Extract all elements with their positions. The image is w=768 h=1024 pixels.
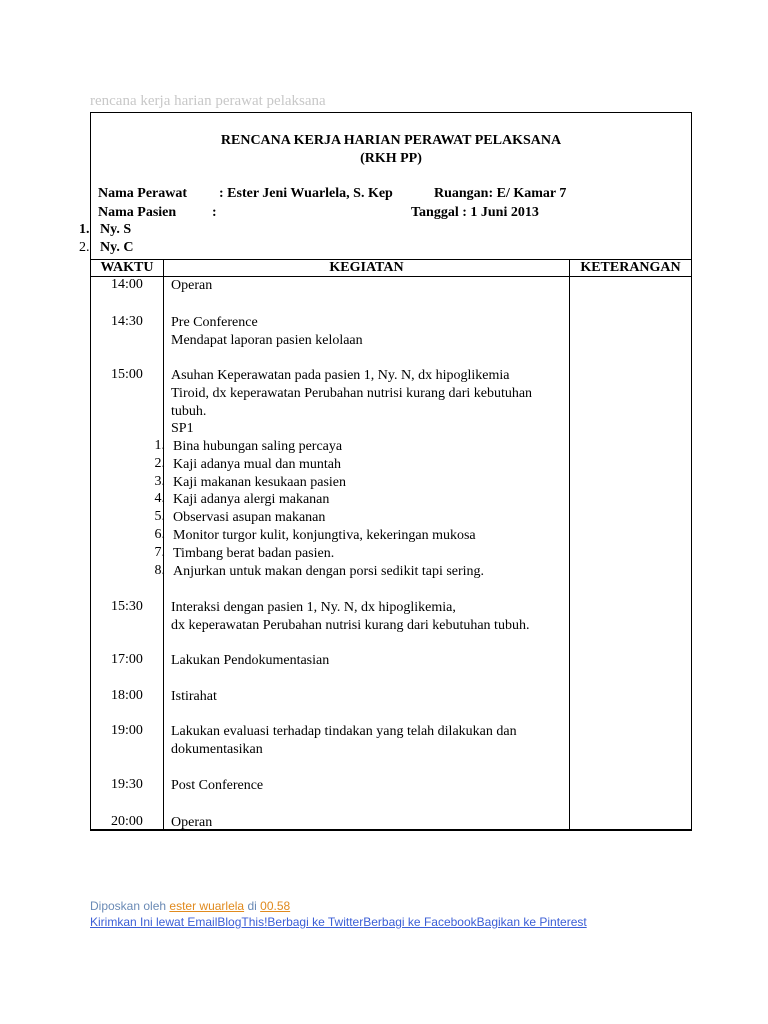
time-cell: 17:00 <box>111 652 143 667</box>
share-email-link[interactable]: Kirimkan Ini lewat Email <box>90 915 218 929</box>
activity-text: Lakukan evaluasi terhadap tindakan yang telah dilakukan dan <box>171 724 517 739</box>
patient-name: Ny. S <box>100 222 132 237</box>
header-keterangan: KETERANGAN <box>570 260 692 277</box>
list-item: Timbang berat badan pasien. <box>173 546 335 561</box>
list-item: Kaji makanan kesukaan pasien <box>173 475 346 490</box>
list-item: Observasi asupan makanan <box>173 510 326 525</box>
activity-text: Operan <box>171 278 213 293</box>
list-number: 2. <box>154 456 165 471</box>
document-page <box>79 112 692 830</box>
keterangan-column <box>570 277 692 831</box>
patient-colon: : <box>212 205 217 220</box>
time-cell: 18:00 <box>111 688 143 703</box>
time-cell: 14:00 <box>111 277 143 292</box>
time-cell: 20:00 <box>111 814 143 829</box>
list-number: 3. <box>154 474 165 489</box>
patient-list-item: 2. <box>79 240 90 255</box>
nurse-value: : Ester Jeni Wuarlela, S. Kep <box>219 186 393 201</box>
list-number: 1. <box>154 438 165 453</box>
patient-label: Nama Pasien <box>98 205 177 220</box>
list-number: 8. <box>154 563 165 578</box>
activity-text: dx keperawatan Perubahan nutrisi kurang dari kebutuhan tubuh. <box>171 618 530 633</box>
post-time-link[interactable]: 00.58 <box>260 899 291 913</box>
header-waktu: WAKTU <box>91 260 164 277</box>
activity-text: Post Conference <box>171 778 264 793</box>
activity-text: Asuhan Keperawatan pada pasien 1, Ny. N, dx hipoglikemia <box>171 368 510 383</box>
room-label: Ruangan: E/ Kamar 7 <box>434 186 567 201</box>
share-facebook-link[interactable]: Berbagi ke Facebook <box>363 915 477 929</box>
list-item: Kaji adanya mual dan muntah <box>173 457 341 472</box>
time-cell: 19:00 <box>111 723 143 738</box>
patient-list-item: 1. <box>79 222 90 237</box>
list-number: 6. <box>154 527 165 542</box>
time-cell: 14:30 <box>111 314 143 329</box>
activity-text: Interaksi dengan pasien 1, Ny. N, dx hipoglikemia, <box>171 600 456 615</box>
time-cell: 19:30 <box>111 777 143 792</box>
activity-text: Operan <box>171 815 213 830</box>
document-subheading: (RKH PP) <box>360 151 422 166</box>
activity-text: Pre Conference <box>171 315 258 330</box>
nurse-label: Nama Perawat <box>98 186 188 201</box>
list-item: Monitor turgor kulit, konjungtiva, kekeringan mukosa <box>173 528 476 543</box>
activity-text: Mendapat laporan pasien kelolaan <box>171 333 363 348</box>
list-number: 7. <box>154 545 165 560</box>
time-cell: 15:00 <box>111 367 143 382</box>
activity-text: Tiroid, dx keperawatan Perubahan nutrisi kurang dari kebutuhan <box>171 386 533 401</box>
header-kegiatan: KEGIATAN <box>164 260 570 277</box>
post-footer <box>90 899 290 913</box>
list-number: 4. <box>154 491 165 506</box>
activity-text: Istirahat <box>171 689 217 704</box>
author-link[interactable]: ester wuarlela <box>169 899 245 913</box>
activity-text: Lakukan Pendokumentasian <box>171 653 330 668</box>
activity-text: dokumentasikan <box>171 742 263 757</box>
share-blogthis-link[interactable]: BlogThis! <box>217 915 268 929</box>
patient-name: Ny. C <box>100 240 134 255</box>
list-item: Anjurkan untuk makan dengan porsi sedikit tapi sering. <box>173 564 485 579</box>
posted-by-label: Diposkan oleh <box>90 899 167 913</box>
date-label: Tanggal : 1 Juni 2013 <box>411 205 539 220</box>
post-title: rencana kerja harian perawat pelaksana <box>90 93 326 109</box>
activity-text: tubuh. <box>171 404 207 419</box>
list-number: 5. <box>154 509 165 524</box>
activity-text: SP1 <box>171 421 194 436</box>
share-twitter-link[interactable]: Berbagi ke Twitter <box>267 915 364 929</box>
time-cell: 15:30 <box>111 599 143 614</box>
list-item: Kaji adanya alergi makanan <box>173 492 330 507</box>
share-pinterest-link[interactable]: Bagikan ke Pinterest <box>476 915 587 929</box>
at-label: di <box>247 899 257 913</box>
document-heading: RENCANA KERJA HARIAN PERAWAT PELAKSANA <box>220 133 562 148</box>
share-links <box>90 915 587 929</box>
list-item: Bina hubungan saling percaya <box>173 439 343 454</box>
